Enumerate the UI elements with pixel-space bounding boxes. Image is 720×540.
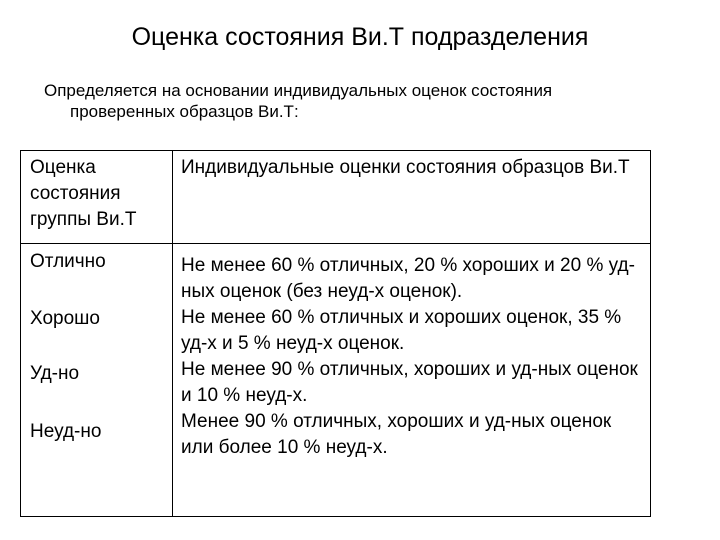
- grade-satisfactory: Уд-но: [30, 363, 80, 384]
- criteria-excellent: Не менее 60 % отличных, 20 % хороших и 20 % уд-ных оценок (без неуд-х оценок).: [181, 255, 635, 302]
- criteria-good: Не менее 60 % отличных и хороших оценок, 35 % уд-х и 5 % неуд-х оценок.: [181, 307, 622, 354]
- table-header-group-assessment: Оценка состояния группы Ви.Т: [30, 157, 137, 230]
- intro-text: [44, 80, 684, 122]
- grade-unsatisfactory: Неуд-но: [30, 421, 102, 442]
- criteria-satisfactory: Не менее 90 % отличных, хороших и уд-ных оценок и 10 % неуд-х.: [181, 359, 638, 406]
- table-column-divider: [172, 151, 173, 516]
- grade-good: Хорошо: [30, 308, 100, 329]
- table-row-divider: [21, 243, 650, 244]
- grade-excellent: Отлично: [30, 251, 106, 272]
- intro-line-1: Определяется на основании индивидуальных оценок состояния: [44, 81, 553, 100]
- intro-line-2: проверенных образцов Ви.Т:: [70, 102, 299, 121]
- page-title: Оценка состояния Ви.Т подразделения: [131, 23, 589, 51]
- criteria-list: [181, 253, 646, 461]
- table-header-individual-assessments: Индивидуальные оценки состояния образцов Ви.Т: [181, 157, 630, 178]
- criteria-unsatisfactory: Менее 90 % отличных, хороших и уд-ных оценок или более 10 % неуд-х.: [181, 411, 612, 458]
- assessment-table: [20, 150, 651, 517]
